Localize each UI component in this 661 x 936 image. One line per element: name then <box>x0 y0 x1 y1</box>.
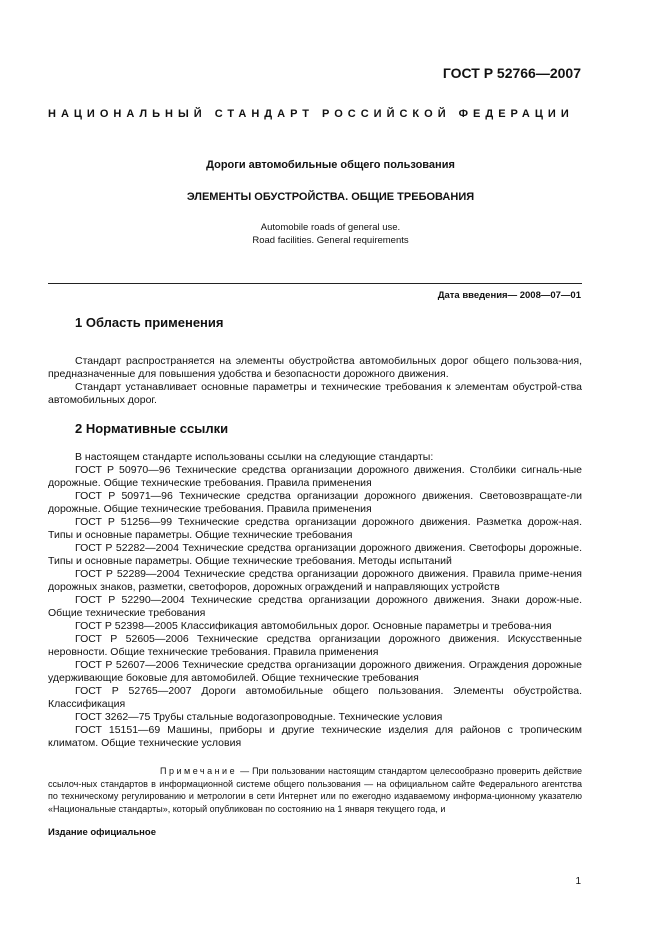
reference-text: ГОСТ Р 51256—99 Технические средства организации дорожного движения. Разметка дорож-ная. Типы и основные параметры. Общие технические требования <box>48 516 582 541</box>
references-intro-text: В настоящем стандарте использованы ссылки на следующие стандарты: <box>75 451 434 463</box>
reference-item <box>48 724 582 750</box>
reference-item <box>48 633 582 659</box>
scope-paragraph-2-text: Стандарт устанавливает основные параметры и технические требования к элементам обустрой-ства автомобильных дорог. <box>48 381 582 406</box>
reference-text: ГОСТ Р 52398—2005 Классификация автомобильных дорог. Основные параметры и требова-ния <box>75 620 552 632</box>
note-label: Примечание <box>160 766 238 776</box>
reference-text: ГОСТ Р 52605—2006 Технические средства организации дорожного движения. Искусственные неровности. Общие технические требования. Правила применения <box>48 633 582 658</box>
note-text: — При пользовании настоящим стандартом целесообразно проверить действие ссылоч-ных стандартов в информационной системе общего пользования — на официальном сайте Федерального агентства по техническому регулированию и метрологии в сети Интернет или по ежегодно издаваемому информа-ционному указателю «Национальные стандарты», который опубликован по состоянию на 1 января текущего года, и <box>48 766 582 814</box>
reference-item <box>48 464 582 490</box>
introduction-date: Дата введения— 2008—07—01 <box>437 290 581 301</box>
reference-item <box>48 516 582 542</box>
reference-text: ГОСТ Р 52765—2007 Дороги автомобильные общего пользования. Элементы обустройства. Классификация <box>48 685 582 710</box>
national-standard-banner: НАЦИОНАЛЬНЫЙ СТАНДАРТ РОССИЙСКОЙ ФЕДЕРАЦИИ <box>48 108 574 120</box>
scope-paragraph-1-text: Стандарт распространяется на элементы обустройства автомобильных дорог общего пользова-ния, предназначенные для повышения удобства и безопасности дорожного движения. <box>48 355 582 380</box>
reference-item <box>48 594 582 620</box>
page-number: 1 <box>575 876 581 887</box>
title-ru-line1: Дороги автомобильные общего пользования <box>206 159 455 171</box>
reference-text: ГОСТ 3262—75 Трубы стальные водогазопроводные. Технические условия <box>75 711 443 723</box>
reference-text: ГОСТ 15151—69 Машины, приборы и другие технические изделия для районов с тропическим климатом. Общие технические условия <box>48 724 582 749</box>
reference-text: ГОСТ Р 52289—2004 Технические средства организации дорожного движения. Правила приме-нения дорожных знаков, разметки, светофоров, дорожных ограждений и направляющих устройств <box>48 568 582 593</box>
reference-item <box>48 542 582 568</box>
references-intro <box>48 451 582 464</box>
title-en-line2: Road facilities. General requirements <box>252 235 409 246</box>
document-number: ГОСТ Р 52766—2007 <box>442 65 581 81</box>
reference-item <box>48 685 582 711</box>
reference-item <box>48 711 582 724</box>
references-list <box>48 464 582 750</box>
title-ru-line2: ЭЛЕМЕНТЫ ОБУСТРОЙСТВА. ОБЩИЕ ТРЕБОВАНИЯ <box>186 191 475 203</box>
horizontal-rule <box>48 283 582 284</box>
reference-item <box>48 620 582 633</box>
reference-text: ГОСТ Р 52282—2004 Технические средства организации дорожного движения. Светофоры дорожные. Типы и основные параметры. Общие технические требования. Методы испытаний <box>48 542 582 567</box>
reference-text: ГОСТ Р 52290—2004 Технические средства организации дорожного движения. Знаки дорож-ные. Общие технические требования <box>48 594 582 619</box>
reference-item <box>48 568 582 594</box>
title-en-line1: Automobile roads of general use. <box>260 222 401 233</box>
reference-text: ГОСТ Р 50970—96 Технические средства организации дорожного движения. Столбики сигналь-ные дорожные. Общие технические требования. Правила применения <box>48 464 582 489</box>
reference-item <box>48 659 582 685</box>
section-heading-scope: 1 Область применения <box>75 315 224 330</box>
note-paragraph <box>48 765 582 815</box>
reference-text: ГОСТ Р 50971—96 Технические средства организации дорожного движения. Световозвращате-ли дорожные. Общие технические требования. Правила применения <box>48 490 582 515</box>
reference-text: ГОСТ Р 52607—2006 Технические средства организации дорожного движения. Ограждения дорожные удерживающие боковые для автомобилей. Общие технические требования <box>48 659 582 684</box>
reference-item <box>48 490 582 516</box>
section-heading-references: 2 Нормативные ссылки <box>75 421 229 436</box>
edition-label: Издание официальное <box>48 827 156 838</box>
scope-paragraph-1 <box>48 355 582 381</box>
scope-paragraph-2 <box>48 381 582 407</box>
